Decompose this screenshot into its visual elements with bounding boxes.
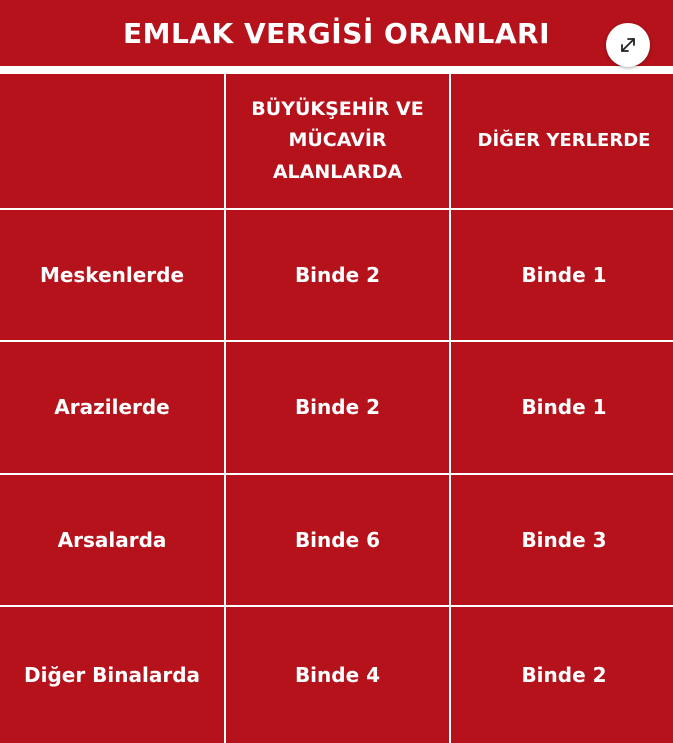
tax-rate-table — [0, 74, 673, 735]
rate-cell: Binde 6 — [226, 475, 449, 605]
rate-cell: Binde 4 — [226, 607, 449, 743]
title-bar — [0, 0, 673, 66]
expand-arrows-icon — [618, 35, 638, 55]
header-cell-empty — [0, 74, 224, 208]
row-label-meskenlerde: Meskenlerde — [0, 210, 224, 340]
rate-cell: Binde 2 — [451, 607, 673, 743]
expand-button[interactable] — [606, 23, 650, 67]
rate-cell: Binde 3 — [451, 475, 673, 605]
rate-cell: Binde 1 — [451, 342, 673, 473]
rate-cell: Binde 2 — [226, 342, 449, 473]
rate-cell: Binde 2 — [226, 210, 449, 340]
row-label-diger-binalarda: Diğer Binalarda — [0, 607, 224, 743]
row-label-arsalarda: Arsalarda — [0, 475, 224, 605]
header-cell-other-places: DİĞER YERLERDE — [451, 74, 673, 208]
header-cell-metropolitan: BÜYÜKŞEHİR VE MÜCAVİR ALANLARDA — [226, 74, 449, 208]
page-title: EMLAK VERGİSİ ORANLARI — [123, 16, 550, 50]
row-label-arazilerde: Arazilerde — [0, 342, 224, 473]
rate-cell: Binde 1 — [451, 210, 673, 340]
